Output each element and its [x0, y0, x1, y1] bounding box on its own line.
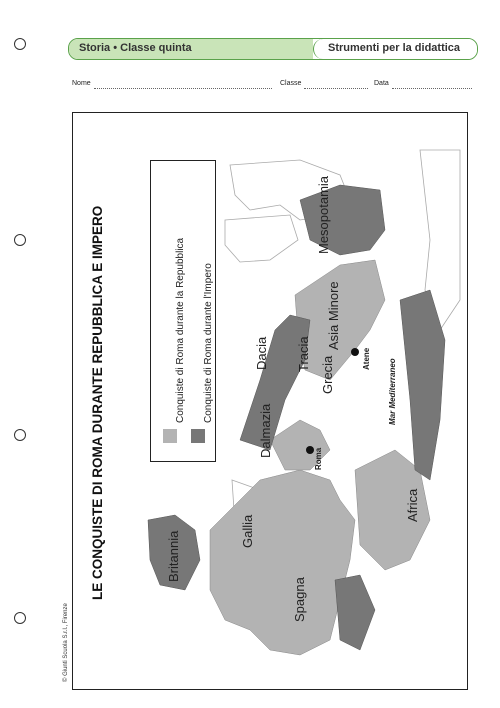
classe-label: Classe: [280, 80, 302, 87]
label-mar-mediterraneo: Mar Mediterraneo: [388, 358, 397, 425]
legend-label-empire: Conquiste di Roma durante l'Impero: [203, 263, 214, 423]
legend-swatch-empire: [191, 429, 205, 443]
label-britannia: Britannia: [166, 530, 181, 582]
label-atene: Atene: [362, 347, 371, 370]
legend: [150, 160, 216, 462]
atene-marker: [351, 348, 359, 356]
label-asia-minore: Asia Minore: [326, 281, 341, 350]
label-spagna: Spagna: [292, 577, 307, 622]
resource-title: Strumenti per la didattica: [328, 42, 461, 54]
label-roma: Roma: [314, 447, 323, 470]
label-africa: Africa: [405, 488, 420, 522]
legend-swatch-republic: [163, 429, 177, 443]
nome-label: Nome: [72, 80, 91, 87]
map-title: LE CONQUISTE DI ROMA DURANTE REPUBBLICA E IMPERO: [90, 205, 105, 600]
label-tracia: Tracia: [296, 336, 311, 372]
roma-marker: [306, 446, 314, 454]
data-label: Data: [374, 80, 389, 87]
legend-label-republic: Conquiste di Roma durante la Repubblica: [175, 237, 186, 423]
label-gallia: Gallia: [240, 514, 255, 548]
label-dacia: Dacia: [254, 336, 269, 370]
copyright: © Giunti Scuola S.r.l., Firenze: [63, 603, 69, 682]
label-mesopotamia: Mesopotamia: [316, 175, 331, 254]
label-dalmazia: Dalmazia: [258, 403, 273, 458]
subject-title: Storia • Classe quinta: [79, 42, 192, 54]
label-grecia: Grecia: [320, 355, 335, 394]
